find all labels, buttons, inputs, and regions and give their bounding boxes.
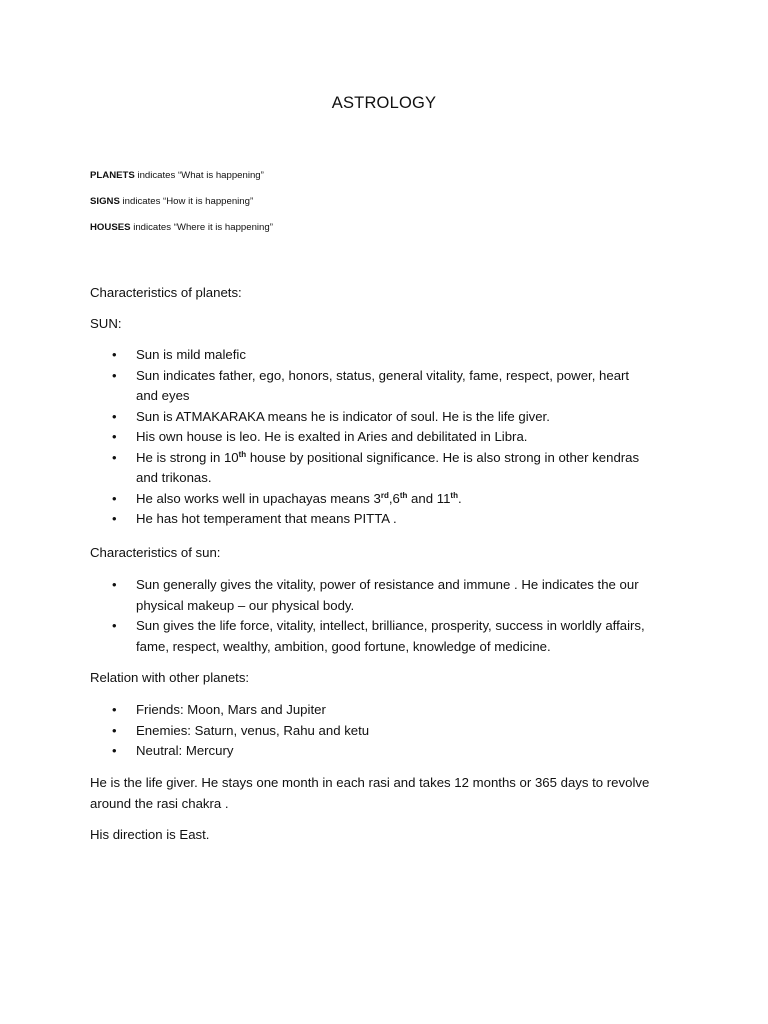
list-item: • Sun gives the life force, vitality, intellect, brilliance, prosperity, success in worldly affairs, fame, respect, wealthy, ambition, good fortune, knowledge of medicine. <box>90 616 690 657</box>
list-item: • He is strong in 10th house by positional significance. He is also strong in other kendras and trikonas. <box>90 448 690 489</box>
list-item: • Sun is ATMAKARAKA means he is indicator of soul. He is the life giver. <box>90 407 690 428</box>
sun-heading: SUN: <box>90 316 122 331</box>
relation-heading: Relation with other planets: <box>90 670 250 685</box>
page-title: ASTROLOGY <box>331 94 437 112</box>
list-item: • He has hot temperament that means PITTA . <box>90 509 690 530</box>
list-item: • Enemies: Saturn, venus, Rahu and ketu <box>90 721 690 742</box>
relations-list <box>90 700 690 762</box>
list-item: • Sun is mild malefic <box>90 345 690 366</box>
list-item: • His own house is leo. He is exalted in Aries and debilitated in Libra. <box>90 427 690 448</box>
life-giver-paragraph: He is the life giver. He stays one month in each rasi and takes 12 months or 365 days to revolve around the rasi chakra . <box>90 775 650 811</box>
list-item: • Friends: Moon, Mars and Jupiter <box>90 700 690 721</box>
intro-line-planets: PLANETS indicates “What is happening” <box>90 170 264 181</box>
list-item: • He also works well in upachayas means 3rd,6th and 11th. <box>90 489 690 510</box>
intro-line-houses: HOUSES indicates “Where it is happening” <box>90 222 273 233</box>
planets-heading: Characteristics of planets: <box>90 285 242 300</box>
list-item: • Neutral: Mercury <box>90 741 690 762</box>
sun-points-list <box>90 345 690 530</box>
list-item: • Sun generally gives the vitality, power of resistance and immune . He indicates the our physical makeup – our physical body. <box>90 575 690 616</box>
sun-characteristics-heading: Characteristics of sun: <box>90 545 221 560</box>
list-item: • Sun indicates father, ego, honors, status, general vitality, fame, respect, power, heart and eyes <box>90 366 690 407</box>
direction-line: His direction is East. <box>90 827 210 842</box>
sun-characteristics-list <box>90 575 690 657</box>
intro-line-signs: SIGNS indicates “How it is happening” <box>90 196 254 207</box>
